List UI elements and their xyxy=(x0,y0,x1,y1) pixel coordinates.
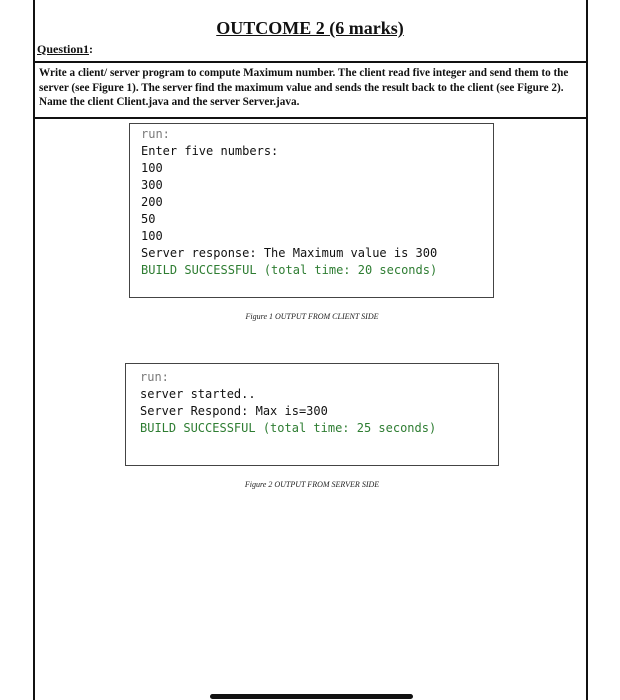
client-run-label: run: xyxy=(141,127,170,141)
home-indicator-bar[interactable] xyxy=(210,694,413,699)
server-output-line: server started.. xyxy=(140,387,256,401)
client-output-line: 300 xyxy=(141,178,163,192)
client-build-status: BUILD SUCCESSFUL (total time: 20 seconds) xyxy=(141,263,438,277)
page-border-right xyxy=(586,0,588,700)
figure2-caption: Figure 2 OUTPUT FROM SERVER SIDE xyxy=(244,480,380,489)
server-build-status: BUILD SUCCESSFUL (total time: 25 seconds) xyxy=(140,421,437,435)
client-output-console xyxy=(129,123,494,298)
question-top-rule xyxy=(35,61,587,63)
client-output-line: 100 xyxy=(141,161,163,175)
question-label-text: Question1 xyxy=(37,42,90,56)
client-server-response: Server response: The Maximum value is 300 xyxy=(141,246,438,260)
question-text: Write a client/ server program to compute Maximum number. The client read five integer and send them to the server (see Figure 1). The server find the maximum value and sends the result back to the client (see Figure 2). Name the client Client.java and the server Server.java. xyxy=(39,67,569,108)
server-run-label: run: xyxy=(140,370,169,384)
client-output-line: 100 xyxy=(141,229,163,243)
client-output-line: Enter five numbers: xyxy=(141,144,279,158)
server-output-line: Server Respond: Max is=300 xyxy=(140,404,328,418)
page-border-left xyxy=(33,0,35,700)
server-output-console xyxy=(125,363,499,466)
question-label xyxy=(37,42,93,57)
figure1-caption: Figure 1 OUTPUT FROM CLIENT SIDE xyxy=(245,312,379,321)
question-label-colon: : xyxy=(89,42,94,56)
outcome-title: OUTCOME 2 (6 marks) xyxy=(216,18,404,38)
client-output-line: 50 xyxy=(141,212,156,226)
client-output-line: 200 xyxy=(141,195,163,209)
question-bottom-rule xyxy=(35,117,587,119)
